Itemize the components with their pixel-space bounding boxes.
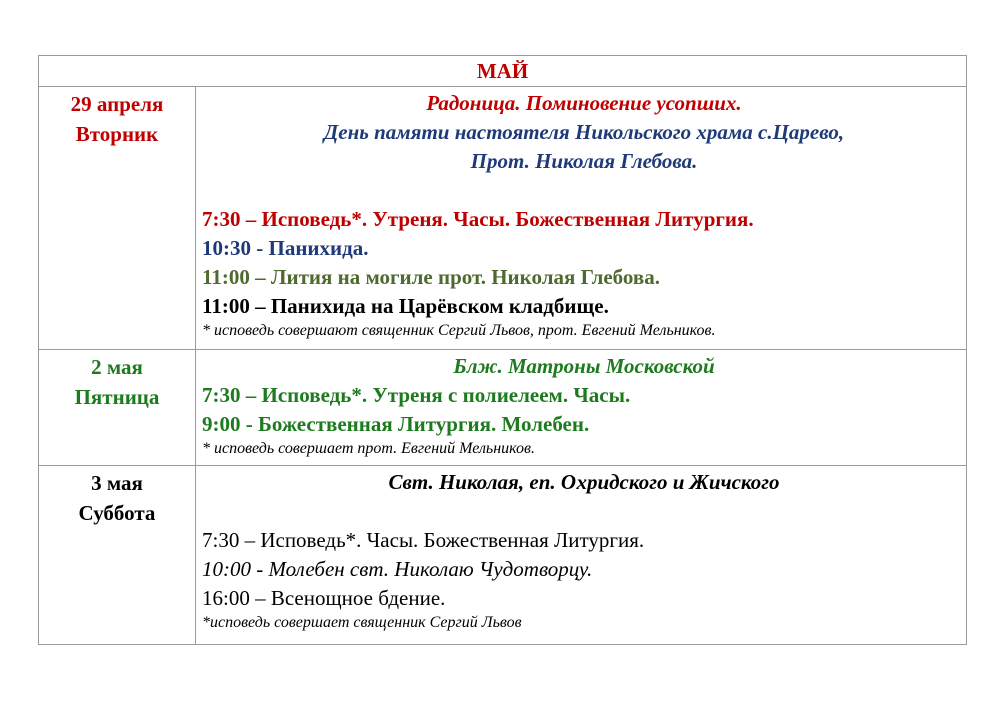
schedule-table [38,55,967,645]
confession-note: *исповедь совершает священник Сергий Львов [202,614,522,631]
schedule-row [39,466,967,645]
day-heading: Свт. Николая, еп. Охридского и Жичского [388,470,780,494]
weekday-label: Вторник [75,122,159,146]
weekday-label: Пятница [74,385,160,409]
services-cell [196,350,967,466]
weekday-label: Суббота [78,501,156,525]
day-heading: Блж. Матроны Московской [453,354,715,378]
services-cell [196,87,967,350]
service-line: 11:00 – Лития на могиле прот. Николая Глебова. [202,265,660,289]
spacer [202,497,966,526]
date-cell [39,466,196,645]
service-line: 7:30 – Исповедь*. Утреня с полиелеем. Часы. [202,383,631,407]
service-line: 7:30 – Исповедь*. Утреня. Часы. Божественная Литургия. [202,207,754,231]
confession-note: * исповедь совершают священник Сергий Львов, прот. Евгений Мельников. [202,322,716,339]
date-label: 29 апреля [70,92,164,116]
service-line: 16:00 – Всенощное бдение. [202,586,446,610]
spacer [202,176,966,205]
schedule-row [39,350,967,466]
date-cell [39,350,196,466]
month-row [39,56,967,87]
day-heading: День памяти настоятеля Никольского храма с.Царево, [323,120,845,144]
date-label: 2 мая [91,355,143,379]
date-cell [39,87,196,350]
service-line: 7:30 – Исповедь*. Часы. Божественная Литургия. [202,528,645,552]
services-cell [196,466,967,645]
date-label: 3 мая [91,471,143,495]
service-line: 10:30 - Панихида. [202,236,369,260]
day-heading: Радоница. Поминовение усопших. [426,91,742,115]
service-line: 11:00 – Панихида на Царёвском кладбище. [202,294,609,318]
schedule-row [39,87,967,350]
service-line: 9:00 - Божественная Литургия. Молебен. [202,412,590,436]
month-title: МАЙ [39,56,967,87]
day-heading: Прот. Николая Глебова. [470,149,698,173]
confession-note: * исповедь совершает прот. Евгений Мельников. [202,440,535,457]
service-line: 10:00 - Молебен свт. Николаю Чудотворцу. [202,557,593,581]
